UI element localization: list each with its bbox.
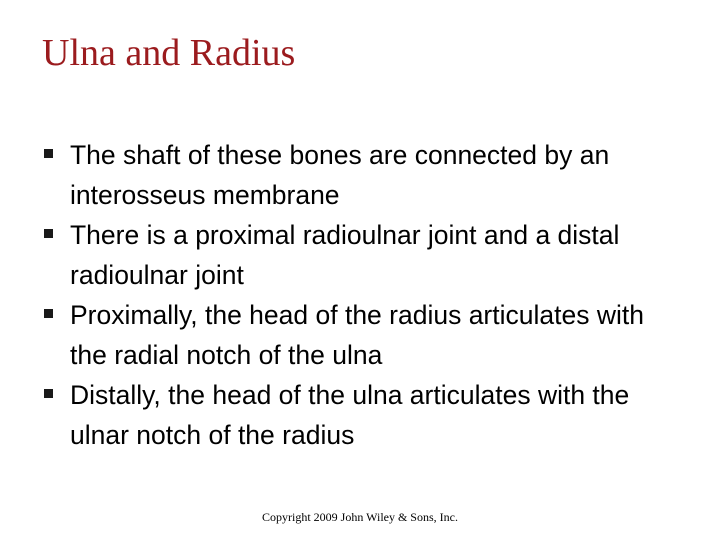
bullet-text: Proximally, the head of the radius articulates with the radial notch of the ulna <box>70 300 644 370</box>
square-bullet-icon <box>44 149 53 158</box>
bullet-item <box>44 375 684 455</box>
bullet-text: There is a proximal radioulnar joint and a distal radioulnar joint <box>70 220 620 290</box>
square-bullet-icon <box>44 229 53 238</box>
square-bullet-icon <box>44 389 53 398</box>
copyright-footer: Copyright 2009 John Wiley & Sons, Inc. <box>262 510 458 524</box>
bullet-item <box>44 295 684 375</box>
bullet-text: Distally, the head of the ulna articulates with the ulnar notch of the radius <box>70 380 630 450</box>
bullet-text: The shaft of these bones are connected by an interosseus membrane <box>70 140 610 210</box>
slide-title: Ulna and Radius <box>42 32 296 74</box>
title-divider <box>0 96 720 97</box>
bullet-item <box>44 135 684 215</box>
square-bullet-icon <box>44 309 53 318</box>
bullet-item <box>44 215 684 295</box>
bullet-list <box>44 135 684 455</box>
